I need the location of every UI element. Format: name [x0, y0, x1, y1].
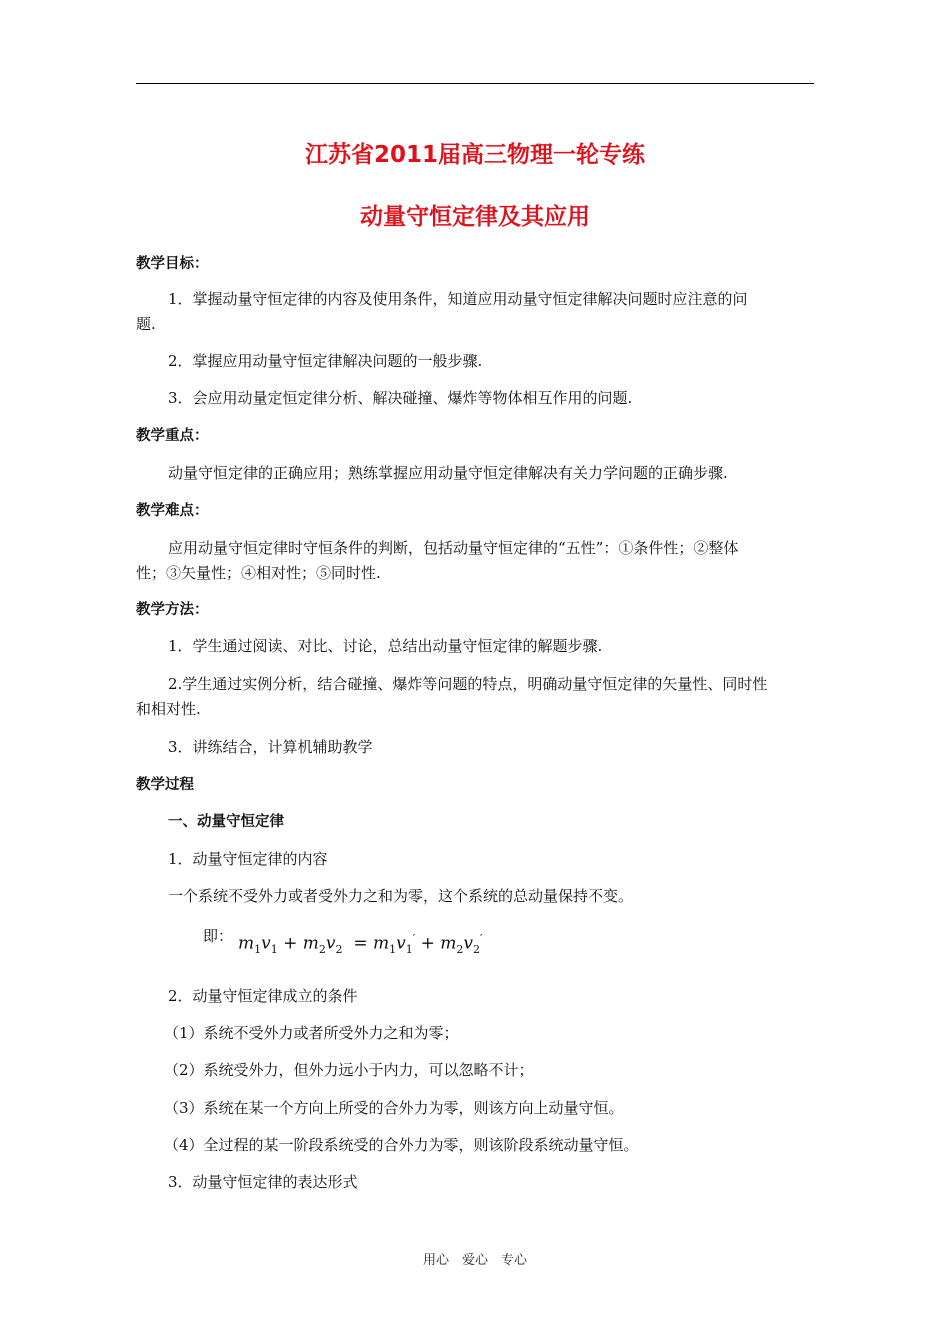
- condition-4: （4）全过程的某一阶段系统受的合外力为零，则该阶段系统动量守恒。: [164, 1136, 639, 1154]
- condition-1: （1）系统不受外力或者所受外力之和为零；: [164, 1024, 459, 1042]
- condition-2: （2）系统受外力，但外力远小于内力，可以忽略不计；: [164, 1061, 534, 1079]
- goals-heading: 教学目标：: [136, 256, 209, 272]
- goal-2: 2．掌握应用动量守恒定律解决问题的一般步骤.: [168, 352, 483, 370]
- part-1-item-3: 3．动量守恒定律的表达形式: [168, 1173, 358, 1191]
- part-1-heading: 一、动量守恒定律: [168, 814, 284, 830]
- condition-3: （3）系统在某一个方向上所受的合外力为零，则该方向上动量守恒。: [164, 1099, 624, 1117]
- page-footer: 用心 爱心 专心: [422, 1253, 527, 1268]
- methods-heading: 教学方法：: [136, 602, 209, 618]
- part-1-definition: 一个系统不受外力或者受外力之和为零，这个系统的总动量保持不变。: [168, 887, 634, 905]
- goal-3: 3．会应用动量定恒定律分析、解决碰撞、爆炸等物体相互作用的问题.: [168, 389, 633, 407]
- difficulties-text: 应用动量守恒定律时守恒条件的判断，包括动量守恒定律的“五性”：①条件性；②整体: [168, 539, 739, 557]
- method-3: 3．讲练结合，计算机辅助教学: [168, 738, 373, 756]
- process-heading: 教学过程: [136, 777, 194, 793]
- equation-label: 即：: [203, 927, 234, 945]
- method-2: 2.学生通过实例分析，结合碰撞、爆炸等问题的特点，明确动量守恒定律的矢量性、同时性: [168, 675, 768, 693]
- key-points-heading: 教学重点：: [136, 428, 209, 444]
- header-rule: [136, 83, 814, 84]
- method-1: 1．学生通过阅读、对比、讨论，总结出动量守恒定律的解题步骤.: [168, 637, 603, 655]
- key-points-text: 动量守恒定律的正确应用；熟练掌握应用动量守恒定律解决有关力学问题的正确步骤.: [168, 464, 728, 482]
- goal-1: 1．掌握动量守恒定律的内容及使用条件，知道应用动量守恒定律解决问题时应注意的问: [168, 290, 748, 308]
- momentum-equation: $m_1v_1 + m_2v_2 = m_1v_1' + m_2v_2'$: [238, 932, 483, 957]
- difficulties-text-cont: 性；③矢量性；④相对性；⑤同时性.: [136, 564, 381, 582]
- part-1-item-1: 1．动量守恒定律的内容: [168, 850, 328, 868]
- method-2-cont: 和相对性.: [136, 700, 201, 718]
- difficulties-heading: 教学难点：: [136, 503, 209, 519]
- document-subtitle: 动量守恒定律及其应用: [360, 204, 590, 230]
- goal-1-cont: 题.: [136, 315, 156, 333]
- part-1-item-2: 2．动量守恒定律成立的条件: [168, 987, 358, 1005]
- document-title: 江苏省2011届高三物理一轮专练: [304, 142, 645, 168]
